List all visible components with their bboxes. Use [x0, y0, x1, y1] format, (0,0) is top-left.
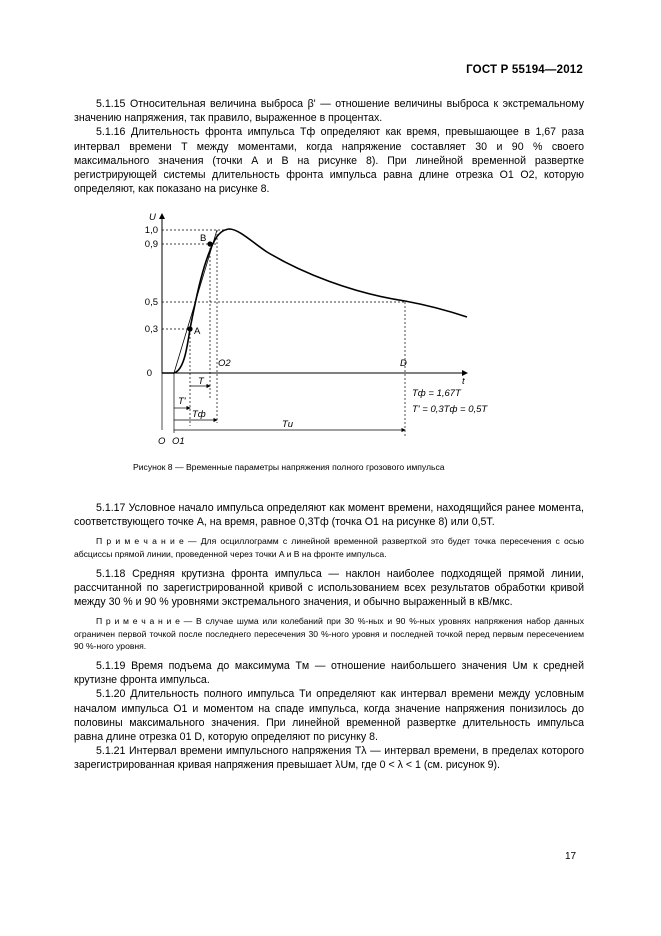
- section-5-1-20: 5.1.20 Длительность полного импульса Tи определяют как интервал времени между условным началом импульса O1 и моментом на спаде импульса, когда значение напряжения понизилось до половины максимального значения. При линейной временной развертке длительность импульса равна длине отрезка 01 D, которую определяют по рисунку 8.: [74, 688, 584, 743]
- label-d: D: [400, 358, 407, 369]
- label-a: A: [194, 326, 201, 337]
- y-axis-label: U: [149, 212, 156, 223]
- note-2: П р и м е ч а н и е — В случае шума или колебаний при 30 %-ных и 90 %-ных уровнях напряжения набор данных ограничен первой точкой после последнего пересечения 30 %-ного уровня и последней точкой перед первым пересечением 90 %-ного уровня.: [74, 616, 584, 652]
- label-t-front: Tф: [192, 409, 206, 420]
- section-5-1-15: 5.1.15 Относительная величина выброса β' — отношение величины выброса к экстремальному значению напряжения, так правило, выраженное в процентах.: [74, 98, 584, 125]
- label-t: T: [198, 376, 204, 387]
- impulse-diagram: [132, 208, 492, 458]
- section-5-1-18: 5.1.18 Средняя крутизна фронта импульса — наклон наиболее подходящей прямой линии, рассчитанной по зарегистрированной кривой с использованием всех результатов обработки кривой между 30 % и 90 % уровнями экстремального значения, и обычно выраженный в кВ/мкс.: [74, 567, 584, 608]
- label-t-u: Tи: [282, 419, 294, 430]
- note-1: П р и м е ч а н и е — Для осциллограмм с линейной временной разверткой это будет точка пересечения с осью абсциссы прямой линии, проведенной через точки A и B на фронте импульса.: [74, 536, 584, 559]
- tick-0-9: 0,9: [144, 239, 158, 250]
- section-5-1-16: 5.1.16 Длительность фронта импульса Tф определяют как время, превышающее в 1,67 раза интервал времени T между моментами, когда напряжение составляет 30 и 90 % своего максимального значения (точки A и B на рисунке 8). При линейной временной развертке регистрирующей системы длительность фронта импульса равна длине отрезка O1 O2, которую определяют, как показано на рисунке 8.: [74, 126, 584, 196]
- figure-caption: Рисунок 8 — Временные параметры напряжения полного грозового импульса: [133, 462, 445, 472]
- label-t-prime: T': [178, 396, 186, 407]
- tick-0-5: 0,5: [144, 297, 158, 308]
- label-o2: O2: [218, 358, 231, 369]
- tick-0-3: 0,3: [144, 324, 158, 335]
- text-block-top: [74, 97, 584, 196]
- tick-1-0: 1,0: [144, 225, 158, 236]
- formula-prime: T' = 0,3Tф = 0,5T: [412, 404, 488, 415]
- text-block-bottom: [74, 501, 584, 773]
- label-o: O: [158, 436, 166, 447]
- x-axis-label: t: [462, 376, 465, 387]
- figure-8: [132, 208, 492, 458]
- section-5-1-21: 5.1.21 Интервал времени импульсного напряжения Tλ — интервал времени, в пределах которого зарегистрированная кривая напряжения превышает λUм, где 0 < λ < 1 (см. рисунок 9).: [74, 745, 584, 772]
- point-b: [207, 241, 212, 246]
- label-b: B: [200, 233, 207, 244]
- formula-front: Tф = 1,67T: [412, 388, 461, 399]
- section-5-1-17: 5.1.17 Условное начало импульса определяют как момент времени, находящийся ранее момента, соответствующего точке A, на время, равное 0,3Tф (точка O1 на рисунке 8) или 0,5T.: [74, 502, 584, 529]
- tick-0: 0: [146, 368, 152, 379]
- label-o1: O1: [172, 436, 185, 447]
- standard-id-header: ГОСТ Р 55194—2012: [466, 64, 583, 76]
- section-5-1-19: 5.1.19 Время подъема до максимума Tм — отношение наибольшего значения Uм к средней крутизне фронта импульса.: [74, 659, 584, 687]
- page-number: 17: [565, 851, 577, 862]
- impulse-curve: [162, 229, 467, 373]
- point-a: [187, 326, 192, 331]
